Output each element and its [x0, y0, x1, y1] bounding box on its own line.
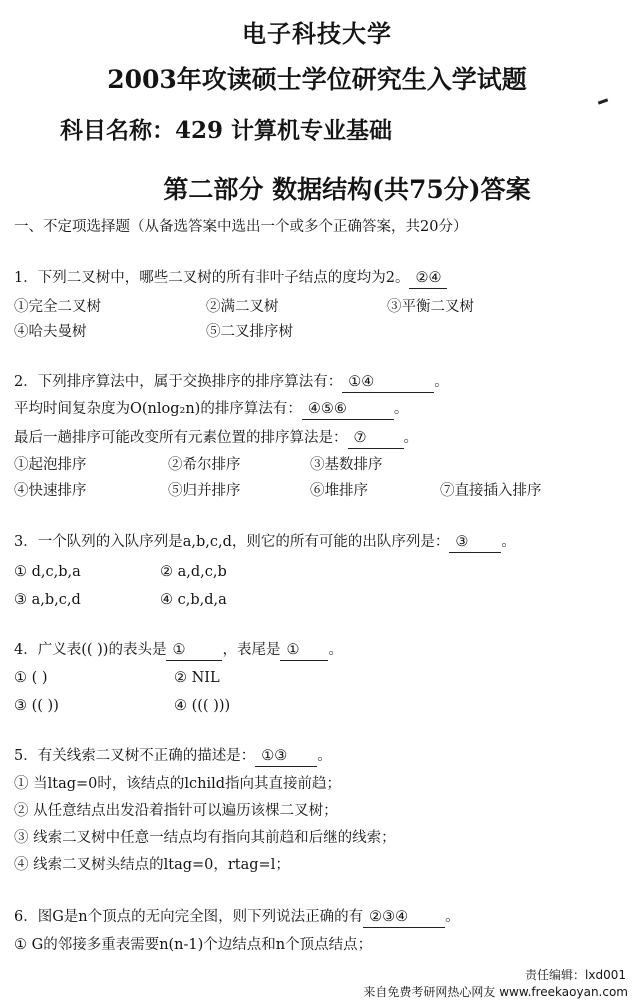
q2-option: ⑥堆排序: [310, 483, 368, 499]
q4-option: ② NIL: [174, 670, 220, 686]
q5-item: ④ 线索二叉树头结点的ltag=0，rtag=l；: [14, 857, 290, 873]
question-2-answer-3: ⑦: [348, 428, 404, 449]
q3-option: ④ c,b,d,a: [160, 592, 227, 608]
q3-option: ② a,d,c,b: [160, 564, 227, 580]
q1-option: ①完全二叉树: [14, 299, 101, 315]
question-4-text: ，表尾是: [222, 642, 281, 658]
question-3: 3．一个队列的入队序列是a,b,c,d，则它的所有可能的出队序列是： ③ 。: [14, 532, 516, 553]
question-2-text: 平均时间复杂度为O(nlog₂n)的排序算法有：: [14, 401, 302, 417]
subject-title: 科目名称：429 计算机专业基础: [60, 117, 393, 144]
q2-option: ①起泡排序: [14, 457, 87, 473]
section-title: 一、不定项选择题（从备选答案中选出一个或多个正确答案，共20分）: [14, 219, 468, 235]
exam-title: 2003年攻读硕士学位研究生入学试题: [107, 65, 527, 94]
question-1: [14, 268, 447, 289]
q2-option: ④快速排序: [14, 483, 87, 499]
question-6-text: 6．图G是n个顶点的无向完全图，则下列说法正确的有: [14, 909, 364, 925]
question-2-text: 2．下列排序算法中，属于交换排序的排序算法有：: [14, 374, 343, 390]
q1-option: ②满二叉树: [206, 299, 279, 315]
editor-credit: 责任编辑：lxd001: [525, 968, 626, 982]
question-3-answer: ③: [449, 532, 501, 553]
q4-option: ③ (( )): [14, 698, 59, 714]
question-2-line-3: 最后一趟排序可能改变所有元素位置的排序算法是： ⑦ 。: [14, 428, 418, 449]
question-2-answer-2: ④⑤⑥: [302, 399, 394, 420]
question-2-line-1: 2．下列排序算法中，属于交换排序的排序算法有： ①④ 。: [14, 372, 449, 393]
question-6: 6．图G是n个顶点的无向完全图，则下列说法正确的有 ②③④ 。: [14, 907, 460, 928]
q6-item: ① G的邻接多重表需要n(n-1)个边结点和n个顶点结点；: [14, 937, 373, 953]
question-6-answer: ②③④: [363, 907, 445, 928]
q1-option: ⑤二叉排序树: [206, 324, 293, 340]
question-1-answer: ②④: [409, 268, 447, 289]
q1-option: ④哈夫曼树: [14, 324, 87, 340]
question-4-answer-tail: ①: [280, 640, 328, 661]
q2-option: ⑦直接插入排序: [440, 483, 542, 499]
question-1-text: 1．下列二叉树中，哪些二叉树的所有非叶子结点的度均为2。: [14, 270, 410, 286]
question-5: 5．有关线索二叉树不正确的描述是： ①③ 。: [14, 746, 332, 767]
question-4: 4．广义表(( ))的表头是 ① ，表尾是 ① 。: [14, 640, 343, 661]
question-2-text: 最后一趟排序可能改变所有元素位置的排序算法是：: [14, 430, 348, 446]
q2-option: ③基数排序: [310, 457, 383, 473]
university-name: 电子科技大学: [242, 19, 392, 48]
source-credit: 来自免费考研网热心网友 www.freekaoyan.com: [363, 985, 628, 999]
question-5-answer: ①③: [255, 746, 317, 767]
question-4-answer-head: ①: [166, 640, 222, 661]
q1-option: ③平衡二叉树: [387, 299, 474, 315]
q4-option: ④ ((( ))): [174, 698, 231, 714]
scan-mark: [598, 98, 608, 104]
q5-item: ③ 线索二叉树中任意一结点均有指向其前趋和后继的线索；: [14, 830, 396, 846]
question-2-line-2: 平均时间复杂度为O(nlog₂n)的排序算法有： ④⑤⑥ 。: [14, 399, 408, 420]
q5-item: ② 从任意结点出发沿着指针可以遍历该棵二叉树；: [14, 803, 338, 819]
question-2-answer-1: ①④: [342, 372, 434, 393]
question-4-text: 4．广义表(( ))的表头是: [14, 642, 167, 658]
q3-option: ③ a,b,c,d: [14, 592, 81, 608]
q5-item: ① 当ltag=0时，该结点的lchild指向其直接前趋；: [14, 776, 342, 792]
q3-option: ① d,c,b,a: [14, 564, 81, 580]
q2-option: ⑤归并排序: [168, 483, 241, 499]
question-3-text: 3．一个队列的入队序列是a,b,c,d，则它的所有可能的出队序列是：: [14, 534, 450, 550]
q4-option: ① ( ): [14, 670, 48, 686]
question-5-text: 5．有关线索二叉树不正确的描述是：: [14, 748, 256, 764]
q2-option: ②希尔排序: [168, 457, 241, 473]
part-title: 第二部分 数据结构(共75分)答案: [163, 175, 531, 204]
